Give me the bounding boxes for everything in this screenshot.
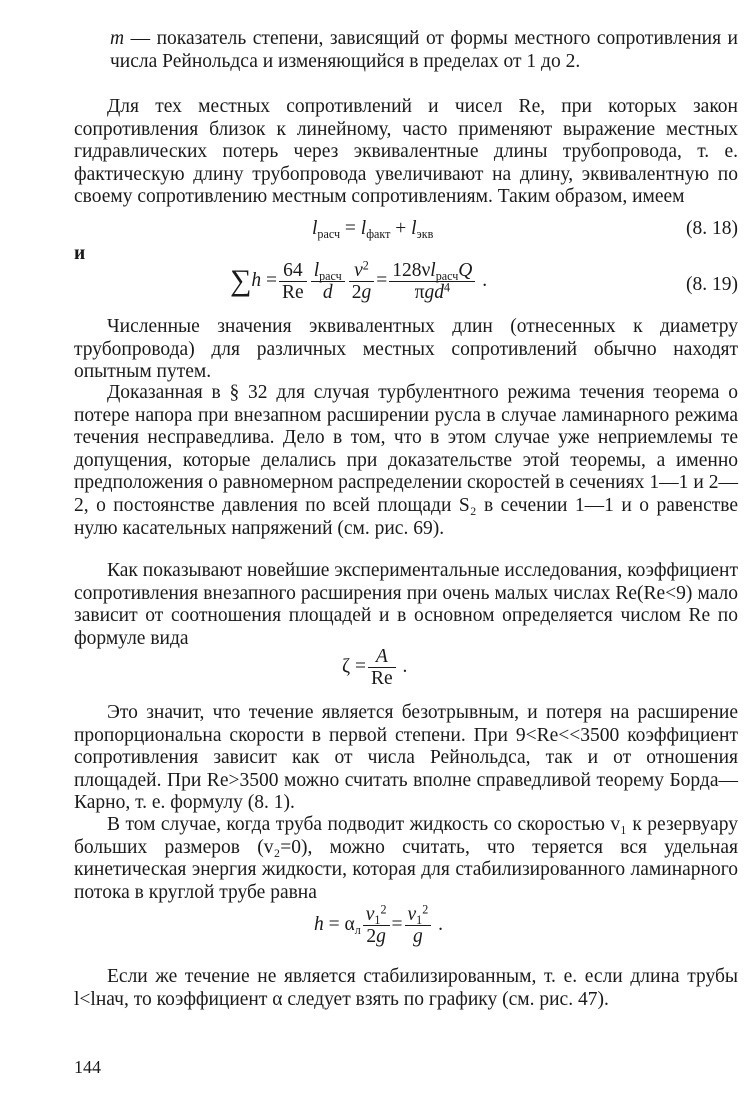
equation-8-19-formula: ∑h = $\frac{64}{Re}$ $\frac{l_{расч}}{d}$ $\frac{v^2}{2g}$ = $\frac{128\nu l_{расч}Q}{\pi gd^4}$ . bbox=[230, 258, 488, 303]
equation-8-18 bbox=[74, 218, 738, 248]
equation-8-18-formula: $l_{расч} = l_{факт} + l_{экв}$ bbox=[312, 218, 434, 242]
paragraph-reservoir: В том случае, когда труба подводит жидкость со скоростью v₁ к резервуару больших размеров (v₂=0), можно считать, что теряется вся удельная кинетическая энергия жидкости, которая для стабилизированного ламинарного потока в круглой трубе равна bbox=[74, 814, 738, 903]
equation-zeta bbox=[74, 646, 738, 692]
equation-8-19 bbox=[74, 258, 738, 310]
equation-kinetic-loss bbox=[74, 904, 738, 958]
definition-m-text: — показатель степени, зависящий от формы местного сопротивления и числа Рейнольдса и изменяющийся в пределах от 1 до 2. bbox=[110, 28, 738, 72]
definition-m bbox=[110, 28, 738, 73]
paragraph-laminar-loss: Это значит, что течение является безотрывным, и потеря на расширение пропорциональна скорости в первой степени. При 9<Re<<3500 коэффициент сопротивления зависит как от числа Рейнольдса, так и от отношения площадей. При Re>3500 можно считать вполне справедливой теорему Борда—Карно, т. е. формулу (8. 1). bbox=[74, 702, 738, 814]
paragraph-small-re: Как показывают новейшие экспериментальные исследования, коэффициент сопротивления внезапного расширения при очень малых числах Re(Re<9) мало зависит от соотношения площадей и в основном определяется числом Re по формуле вида bbox=[74, 560, 738, 649]
equation-8-19-number: (8. 19) bbox=[686, 274, 738, 295]
page-number: 144 bbox=[74, 1057, 101, 1077]
conjunction-and: и bbox=[74, 243, 86, 264]
paragraph-experimental-values: Численные значения эквивалентных длин (отнесенных к диаметру трубопровода) для различных местных сопротивлений обычно находят опытным путем. bbox=[74, 316, 738, 383]
symbol-m: m bbox=[110, 28, 125, 49]
paragraph-non-stabilized: Если же течение не является стабилизированным, т. е. если длина трубы l<lнач, то коэффициент α следует взять по графику (см. рис. 47). bbox=[74, 966, 738, 1010]
equation-kinetic-loss-formula: $h = \alpha_л$ $\frac{v_1^2}{2g}$ = $\frac{v_1^2}{g}$ . bbox=[314, 902, 443, 947]
equation-zeta-formula: ζ = $\frac{A}{Re}$ . bbox=[342, 646, 408, 689]
equation-8-18-number: (8. 18) bbox=[686, 218, 738, 239]
paragraph-borda-theorem: Доказанная в § 32 для случая турбулентного режима течения теорема о потере напора при внезапном расширении русла в случае ламинарного режима течения несправедлива. Дело в том, что в этом случае уже неприемлемы те допущения, которые делались при доказательстве этой теоремы, а именно предположения о равномерном распределении скоростей в сечениях 1—1 и 2—2, о постоянстве давления по всей площади S₂ в сечении 1—1 и о равенстве нулю касательных напряжений (см. рис. 69). bbox=[74, 382, 738, 539]
paragraph-equivalent-lengths: Для тех местных сопротивлений и чисел Re, при которых закон сопротивления близок к линейному, часто применяют выражение местных гидравлических потерь через эквивалентные длины трубопровода, т. е. фактическую длину трубопровода увеличивают на длину, эквивалентную по своему сопротивлению местным сопротивлениям. Таким образом, имеем bbox=[74, 96, 738, 208]
